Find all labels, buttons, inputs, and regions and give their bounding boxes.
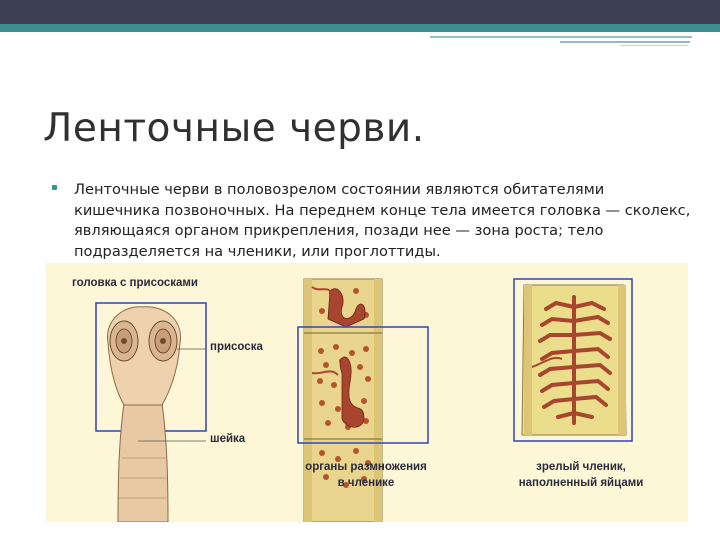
scolex-drawing xyxy=(96,303,206,522)
top-accent-band xyxy=(0,24,720,32)
bullet-text: Ленточные черви в половозрелом состоянии являются обитателями кишечника позвоночных. На переднем конце тела имеется головка — сколекс, являющаяся органом прикрепления, позади нее — зона роста; тело подразделяется на членики, или проглоттиды. xyxy=(74,181,691,260)
decorative-line xyxy=(430,36,692,38)
bullet-icon xyxy=(52,185,57,190)
slide-title: Ленточные черви. xyxy=(43,106,425,151)
decorative-line xyxy=(560,41,690,43)
label-neck: шейка xyxy=(210,433,246,445)
mature-segment-drawing xyxy=(514,279,632,441)
bullet-item xyxy=(52,180,692,262)
label-reproductive-organs: органы размножения в членике xyxy=(305,461,427,489)
label-mature-segment: зрелый членик, наполненный яйцами xyxy=(518,461,644,489)
label-sucker: присоска xyxy=(210,341,263,353)
decorative-line xyxy=(620,45,688,46)
top-decorative-band xyxy=(0,0,720,24)
label-head-with-suckers: головка с присосками xyxy=(72,277,198,289)
tapeworm-illustration xyxy=(46,263,688,522)
